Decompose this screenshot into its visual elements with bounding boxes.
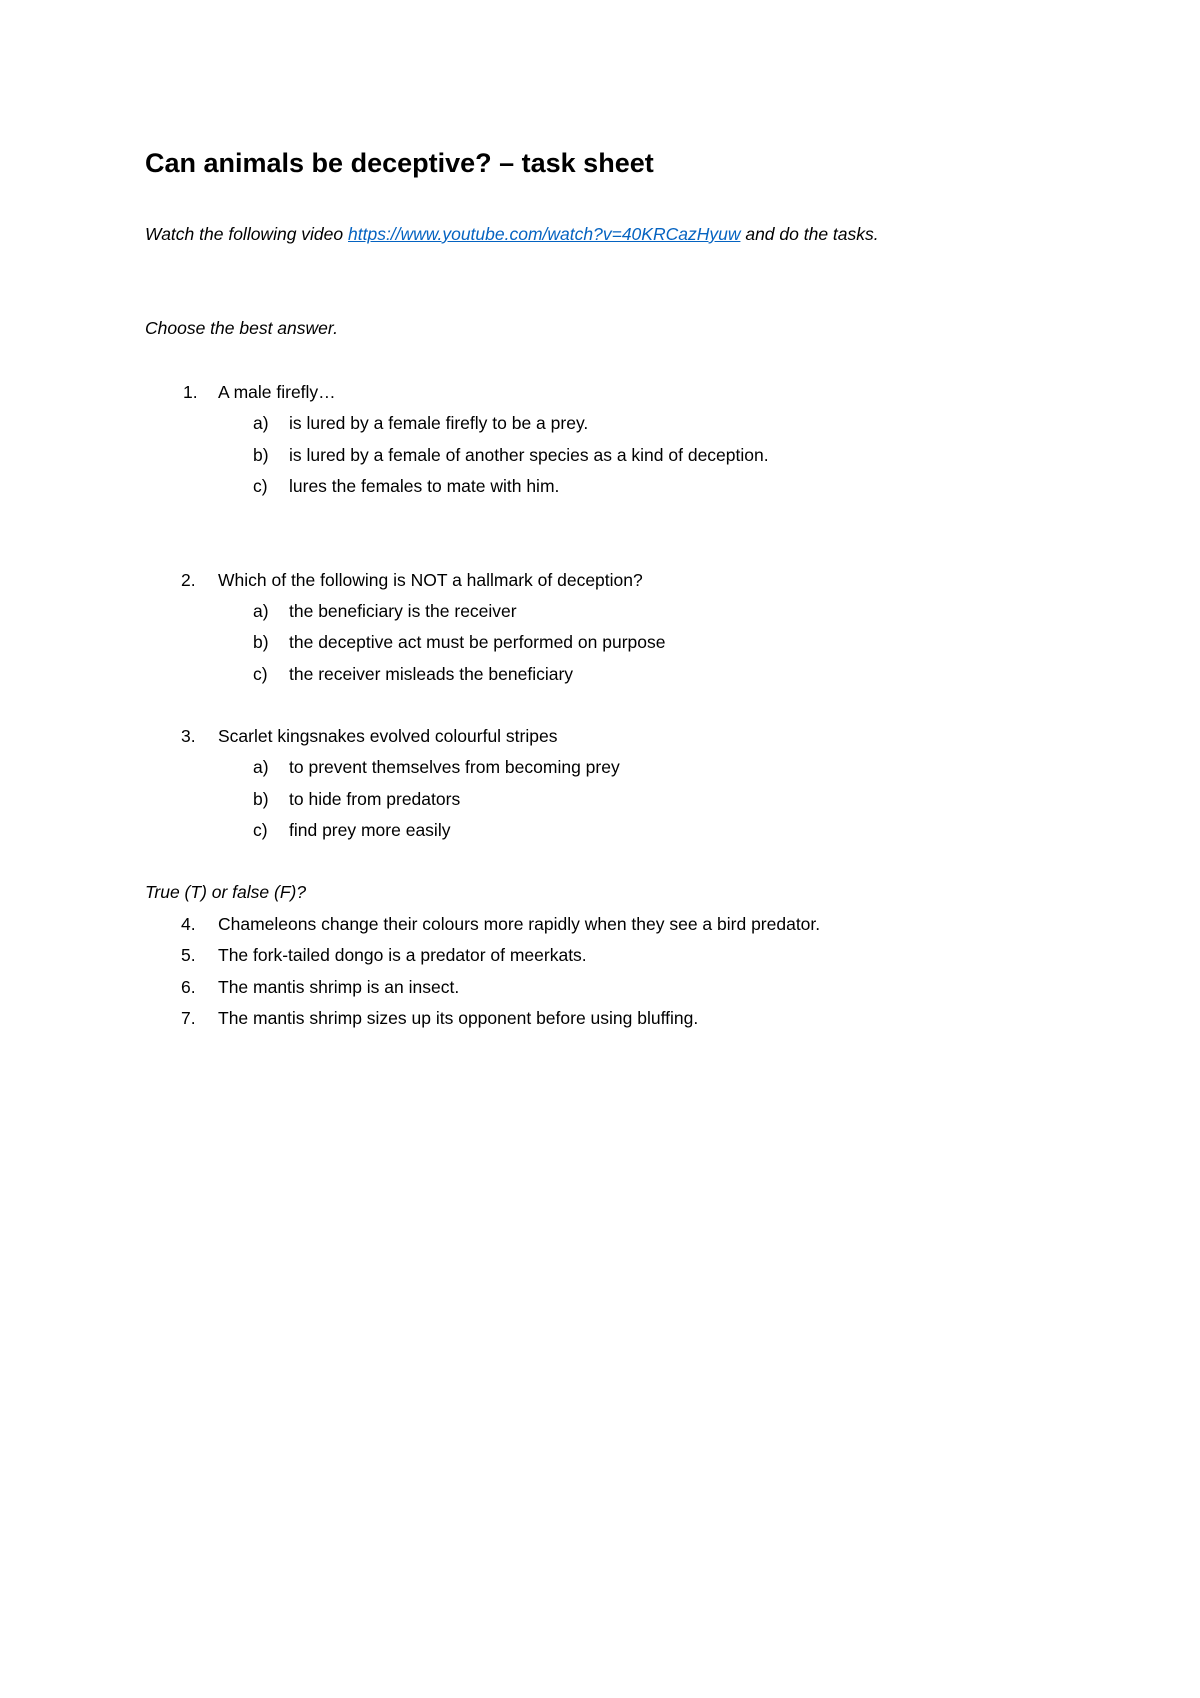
option-text: find prey more easily <box>289 820 451 840</box>
option-letter: a) <box>253 601 269 621</box>
question-text: The fork-tailed dongo is a predator of meerkats. <box>218 945 587 965</box>
section-label-multiple-choice: Choose the best answer. <box>145 318 338 338</box>
question-text: The mantis shrimp sizes up its opponent before using bluffing. <box>218 1008 699 1028</box>
question-number: 3. <box>181 726 196 746</box>
option-text: the deceptive act must be performed on purpose <box>289 632 666 652</box>
option-text: is lured by a female firefly to be a prey. <box>289 413 589 433</box>
intro-text-before: Watch the following video <box>145 224 348 244</box>
option-letter: a) <box>253 413 269 433</box>
option-text: the receiver misleads the beneficiary <box>289 664 574 684</box>
option-text: to prevent themselves from becoming prey <box>289 757 620 777</box>
option-text: lures the females to mate with him. <box>289 476 560 496</box>
option-letter: c) <box>253 664 268 684</box>
video-link[interactable]: https://www.youtube.com/watch?v=40KRCazHyuw <box>348 224 741 244</box>
question-number: 1. <box>183 382 198 402</box>
intro-paragraph <box>145 222 879 246</box>
question-number: 6. <box>181 977 196 997</box>
question-text: Scarlet kingsnakes evolved colourful stripes <box>218 726 558 746</box>
section-label-true-false: True (T) or false (F)? <box>145 882 307 902</box>
option-letter: b) <box>253 632 269 652</box>
page-title: Can animals be deceptive? – task sheet <box>145 148 654 178</box>
option-letter: b) <box>253 789 269 809</box>
question-text: The mantis shrimp is an insect. <box>218 977 460 997</box>
option-letter: c) <box>253 476 268 496</box>
question-text: Which of the following is NOT a hallmark of deception? <box>218 570 643 590</box>
question-text: A male firefly… <box>218 382 336 402</box>
option-text: is lured by a female of another species as a kind of deception. <box>289 445 769 465</box>
option-letter: b) <box>253 445 269 465</box>
option-text: the beneficiary is the receiver <box>289 601 517 621</box>
question-number: 4. <box>181 914 196 934</box>
option-letter: a) <box>253 757 269 777</box>
option-text: to hide from predators <box>289 789 461 809</box>
question-number: 7. <box>181 1008 196 1028</box>
question-number: 2. <box>181 570 196 590</box>
option-letter: c) <box>253 820 268 840</box>
question-text: Chameleons change their colours more rapidly when they see a bird predator. <box>218 914 821 934</box>
intro-text-after: and do the tasks. <box>740 224 879 244</box>
question-number: 5. <box>181 945 196 965</box>
